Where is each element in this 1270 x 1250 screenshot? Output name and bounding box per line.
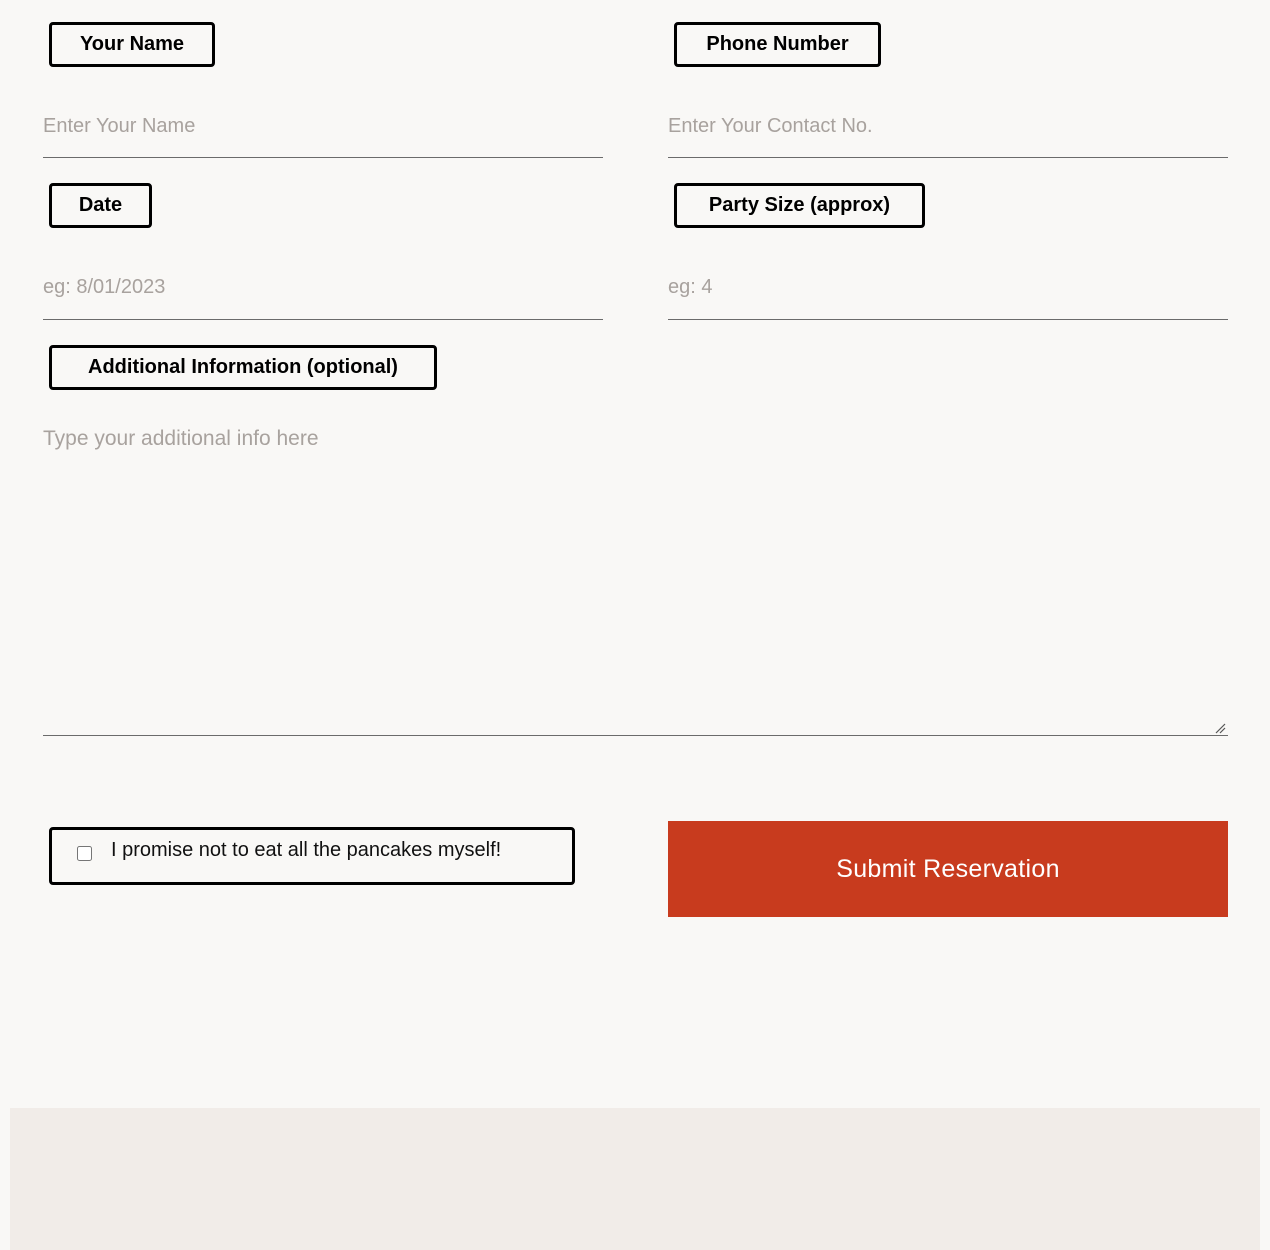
footer-section — [10, 1108, 1260, 1250]
promise-checkbox-container[interactable] — [49, 827, 575, 885]
submit-reservation-button[interactable]: Submit Reservation — [668, 821, 1228, 917]
promise-checkbox-label[interactable]: I promise not to eat all the pancakes myself! — [111, 839, 502, 861]
additional-info-textarea[interactable] — [43, 417, 1228, 736]
additional-info-label: Additional Information (optional) — [49, 345, 437, 390]
phone-input[interactable] — [668, 95, 1228, 158]
date-input[interactable] — [43, 256, 603, 320]
party-size-input[interactable] — [668, 256, 1228, 320]
name-label: Your Name — [49, 22, 215, 67]
name-input[interactable] — [43, 95, 603, 158]
date-label: Date — [49, 183, 152, 228]
resize-grip-icon[interactable] — [1214, 722, 1226, 734]
party-size-label: Party Size (approx) — [674, 183, 925, 228]
promise-checkbox[interactable] — [77, 846, 92, 861]
phone-label: Phone Number — [674, 22, 881, 67]
